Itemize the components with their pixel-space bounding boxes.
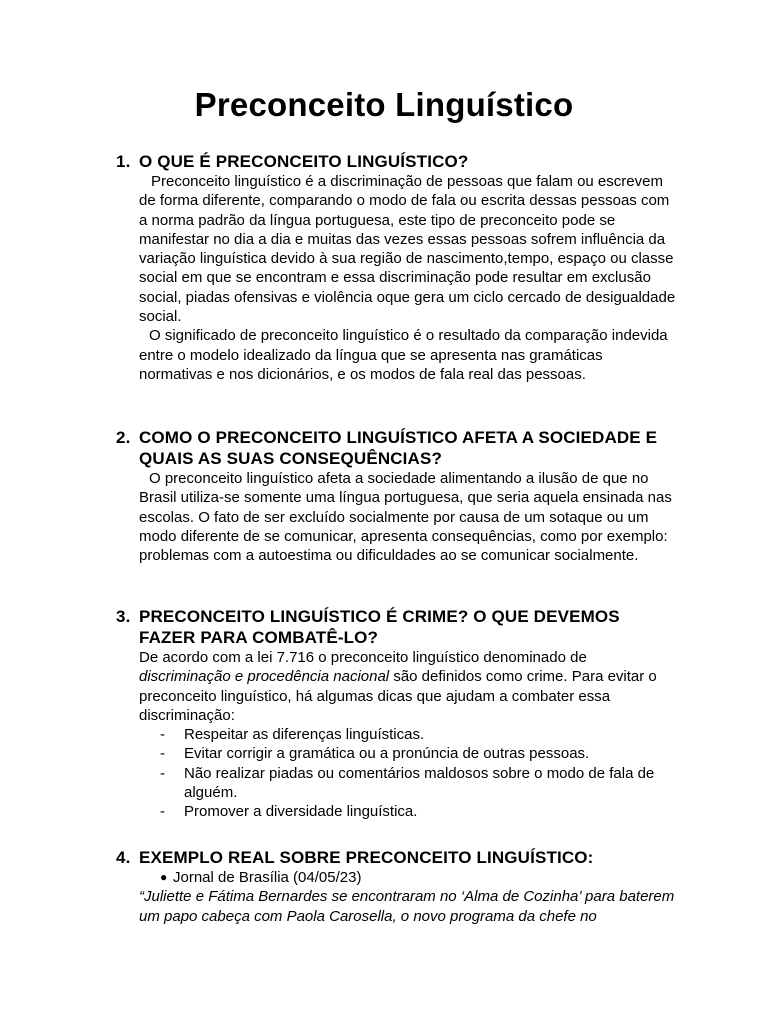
section-body [139,648,676,822]
dash-marker: - [160,726,165,744]
section-title: O QUE É PRECONCEITO LINGUÍSTICO? [139,152,469,171]
paragraph: O significado de preconceito linguístico é o resultado da comparação indevida entre o modelo idealizado da língua que se apresenta nas gramáticas normativas e nos dicionários, e os modos de fala real das pessoas. [139,327,668,383]
document-title: Preconceito Linguístico [194,86,574,123]
section-4 [116,847,676,926]
dash-marker: - [160,803,165,821]
intro-italic-term: discriminação e procedência nacional [139,668,390,686]
quote-text: “Juliette e Fátima Bernardes se encontraram no ‘Alma de Cozinha’ para baterem um papo cabeça com Paola Carosella, o novo programa da chefe no [139,888,675,925]
section-body [139,469,676,565]
list-item [139,764,676,803]
source-list [139,868,676,887]
list-item-text: Evitar corrigir a gramática ou a pronúncia de outras pessoas. [184,745,590,763]
list-item [139,725,676,744]
list-item-text: Respeitar as diferenças linguísticas. [184,726,425,744]
paragraph: O preconceito linguístico afeta a sociedade alimentando a ilusão de que no Brasil utiliza-se somente uma língua portuguesa, que seria aquela ensinada nas escolas. O fato de ser excluído socialmente por causa de um sotaque ou um modo diferente de se comunicar, apresenta consequências, como por exemplo: problemas com a autoestima ou dificuldades ao se comunicar socialmente. [139,470,672,565]
section-1 [116,151,676,384]
bullet-marker: ● [160,870,168,884]
section-number: 1. [116,152,131,171]
tips-list [139,725,676,821]
list-item [139,744,676,763]
section-2 [116,427,676,565]
list-item [139,802,676,821]
section-heading [116,151,676,172]
dash-marker: - [160,745,165,763]
section-body [139,868,676,926]
section-heading [116,847,676,868]
intro-text: De acordo com a lei 7.716 o preconceito linguístico denominado de [139,649,587,666]
paragraph [139,648,676,725]
section-number: 4. [116,848,131,867]
paragraph: Preconceito linguístico é a discriminação de pessoas que falam ou escrevem de forma diferente, comparando o modo de fala ou escrita dessas pessoas com a norma padrão da língua portuguesa, este tipo de preconceito pode se manifestar no dia a dia e muitas das vezes essas pessoas sofrem influência da variação linguística devido à sua região de nascimento,tempo, espaço ou classe social em que se encontram e essa discriminação pode resultar em exclusão social, piadas ofensivas e violência oque gera um ciclo cercado de desigualdade social. [139,173,676,326]
quote-paragraph [139,887,676,926]
intro-text: são definidos como crime. Para evitar o preconceito linguístico, há algumas dicas que ajudam a combater essa discriminação: [139,668,657,724]
dash-marker: - [160,764,165,782]
section-title: EXEMPLO REAL SOBRE PRECONCEITO LINGUÍSTICO: [139,848,594,867]
section-3 [116,606,676,822]
list-item-text: Não realizar piadas ou comentários maldosos sobre o modo de fala de alguém. [184,764,655,802]
section-body [139,172,676,384]
section-heading [116,427,676,469]
section-title: PRECONCEITO LINGUÍSTICO É CRIME? O QUE DEVEMOS FAZER PARA COMBATÊ-LO? [139,607,620,647]
section-number: 2. [116,428,131,447]
list-item-text: Promover a diversidade linguística. [184,803,418,821]
section-heading [116,606,676,648]
list-item [139,868,676,887]
section-number: 3. [116,607,131,626]
source-text: Jornal de Brasília (04/05/23) [173,869,362,886]
section-title: COMO O PRECONCEITO LINGUÍSTICO AFETA A SOCIEDADE E QUAIS AS SUAS CONSEQUÊNCIAS? [139,428,658,468]
